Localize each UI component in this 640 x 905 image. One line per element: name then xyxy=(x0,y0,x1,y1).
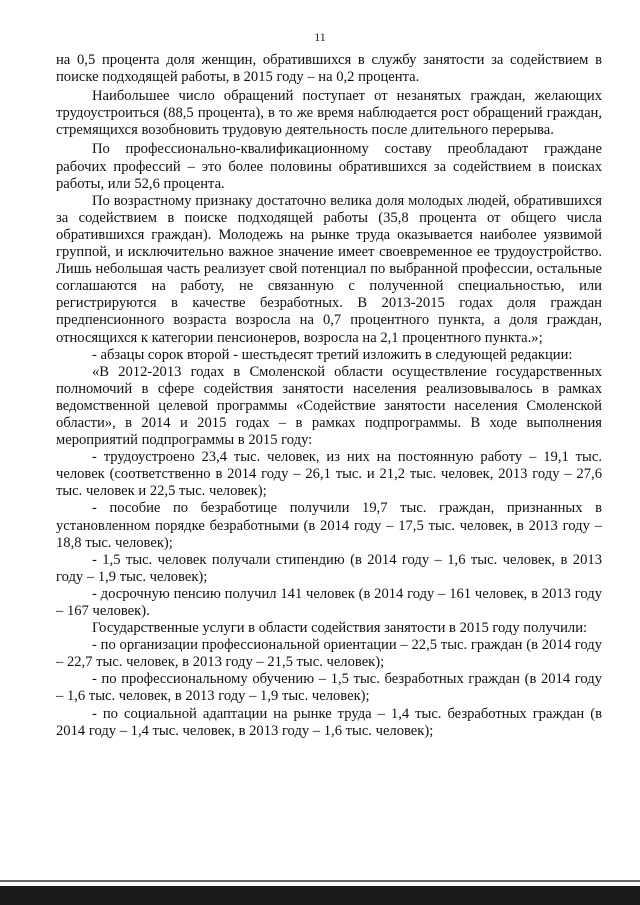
paragraph-6: «В 2012-2013 годах в Смоленской области осуществление государственных полномочий в сфере содействия занятости населения реализовывалось в рамках ведомственной целевой программы «Содействие занятости населения Смоленской области», в 2014 и 2015 годах – в рамках подпрограммы. В ходе выполнения мероприятий подпрограммы в 2015 году: xyxy=(56,363,602,449)
page-number: 11 xyxy=(314,30,326,44)
paragraph-9: - 1,5 тыс. человек получали стипендию (в 2014 году – 1,6 тыс. человек, в 2013 году – 1,9 тыс. человек); xyxy=(56,551,602,585)
paragraph-8: - пособие по безработице получили 19,7 тыс. граждан, признанных в установленном порядке безработными (в 2014 году – 17,5 тыс. человек, в 2013 году – 18,8 тыс. человек); xyxy=(56,500,602,551)
paragraph-5: - абзацы сорок второй - шестьдесят третий изложить в следующей редакции: xyxy=(92,346,573,363)
paragraph-2: Наибольшее число обращений поступает от незанятых граждан, желающих трудоустроиться (88,5 процента), в то же время наблюдается рост обращений граждан, стремящихся возобновить трудовую деятельность после длительного перерыва. xyxy=(56,88,602,139)
paragraph-10: - досрочную пенсию получил 141 человек (в 2014 году – 161 человек, в 2013 году – 167 человек). xyxy=(56,585,602,619)
paragraph-12: - по организации профессиональной ориентации – 22,5 тыс. граждан (в 2014 году – 22,7 тыс. человек, в 2013 году – 21,5 тыс. человек); xyxy=(56,637,602,671)
scan-edge-line xyxy=(0,880,640,882)
paragraph-3: По профессионально-квалификационному составу преобладают граждане рабочих профессий – это более половины обратившихся за содействием в поисках работы, или 52,6 процента. xyxy=(56,141,602,192)
paragraph-7: - трудоустроено 23,4 тыс. человек, из них на постоянную работу – 19,1 тыс. человек (соответственно в 2014 году – 26,1 тыс. и 21,2 тыс. человек, 2013 году – 27,6 тыс. человек и 22,5 тыс. человек); xyxy=(56,449,602,500)
paragraph-1: на 0,5 процента доля женщин, обратившихся в службу занятости за содействием в поиске подходящей работы, в 2015 году – на 0,2 процента. xyxy=(56,52,602,86)
document-body xyxy=(56,52,602,740)
paragraph-4: По возрастному признаку достаточно велика доля молодых людей, обратившихся за содействием в поиске подходящей работы (35,8 процента от общего числа обратившихся граждан). Молодежь на рынке труда оказывается наиболее уязвимой группой, и исключительно важное значение имеет своевременное ее трудоустройство. Лишь небольшая часть реализует свой потенциал по выбранной профессии, остальные соглашаются на работу, не связанную с полученной специальностью, или регистрируются в качестве безработных. В 2013-2015 годах доля граждан предпенсионного возраста возросла на 0,7 процентного пункта, а доля граждан, относящихся к категории пенсионеров, возросла на 2,1 процентного пункта.»; xyxy=(56,192,602,346)
paragraph-11: Государственные услуги в области содействия занятости в 2015 году получили: xyxy=(92,620,588,637)
paragraph-13: - по профессиональному обучению – 1,5 тыс. безработных граждан (в 2014 году – 1,6 тыс. человек, в 2013 году – 1,9 тыс. человек); xyxy=(56,671,602,705)
paragraph-14: - по социальной адаптации на рынке труда – 1,4 тыс. безработных граждан (в 2014 году – 1,4 тыс. человек, в 2013 году – 1,6 тыс. человек); xyxy=(56,705,602,739)
scan-bottom-border xyxy=(0,886,640,905)
